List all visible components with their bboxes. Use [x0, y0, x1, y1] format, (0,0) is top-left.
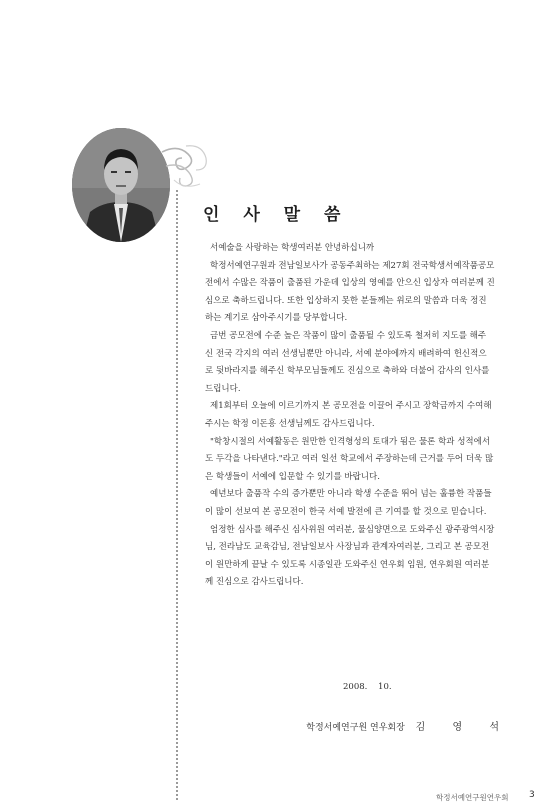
paragraph: "학창시절의 서예활동은 원만한 인격형성의 토대가 됨은 물론 학과 성적에서 도 두각을 나타낸다."라고 여러 일선 학교에서 주장하는데 근거를 두어 더욱 많 은 학생들이 서예에 입문할 수 있기를 바랍니다.	[205, 436, 494, 482]
page-number: 3	[529, 790, 535, 800]
running-footer: 학정서예연구원연우회	[436, 793, 509, 802]
paragraph: 예년보다 출품작 수의 증가뿐만 아니라 학생 수준을 뛰어 넘는 훌륭한 작품들 이 많이 선보여 본 공모전이 한국 서예 발전에 큰 기여를 할 것으로 믿습니다.	[205, 489, 492, 517]
signature-title: 학정서예연구원 연우회장	[306, 723, 405, 733]
signature-name: 김 영 석	[415, 722, 511, 733]
portrait-photo	[72, 128, 170, 242]
signature-block	[306, 718, 511, 733]
paragraph: 서예술을 사랑하는 학생여러분 안녕하십니까	[210, 243, 375, 253]
letter-body	[205, 240, 523, 592]
letter-date: 2008. 10.	[343, 682, 392, 692]
portrait-illustration	[72, 128, 170, 242]
swirl-ornament-icon	[160, 140, 210, 192]
paragraph: 학정서예연구원과 전남일보사가 공동주최하는 제27회 전국학생서예작품공모 전에서 수많은 작품이 출품된 가운데 입상의 영예를 안으신 입상자 여러분께 진 심으로 축하드립니다. 또한 입상하지 못한 분들께는 위로의 말씀과 더욱 정진 하는 계기로 삼아주시기를 당부합니다.	[205, 260, 495, 324]
paragraph: 금번 공모전에 수준 높은 작품이 많이 출품될 수 있도록 철저히 지도를 해주 신 전국 각지의 여러 선생님뿐만 아니라, 서예 분야에까지 배려하여 헌신적으 로 뒷바라지를 해주신 학부모님들께도 진심으로 축하와 더불어 감사의 인사를 드립니다.	[205, 330, 490, 394]
paragraph: 엄정한 심사를 해주신 심사위원 여러분, 물심양면으로 도와주신 광주광역시장 님, 전라남도 교육감님, 전남일보사 사장님과 관계자여러분, 그리고 본 공모전 이 원만하게 끝날 수 있도록 시종일관 도와주신 연우회 임원, 연우회원 여러분 께 진심으로 감사드립니다.	[205, 524, 495, 588]
paragraph: 제1회부터 오늘에 이르기까지 본 공모전을 이끌어 주시고 장학금까지 수여해 주시는 학정 이돈흥 선생님께도 감사드립니다.	[205, 401, 492, 429]
dotted-divider	[176, 190, 178, 800]
page-title: 인 사 말 씀	[203, 205, 350, 225]
